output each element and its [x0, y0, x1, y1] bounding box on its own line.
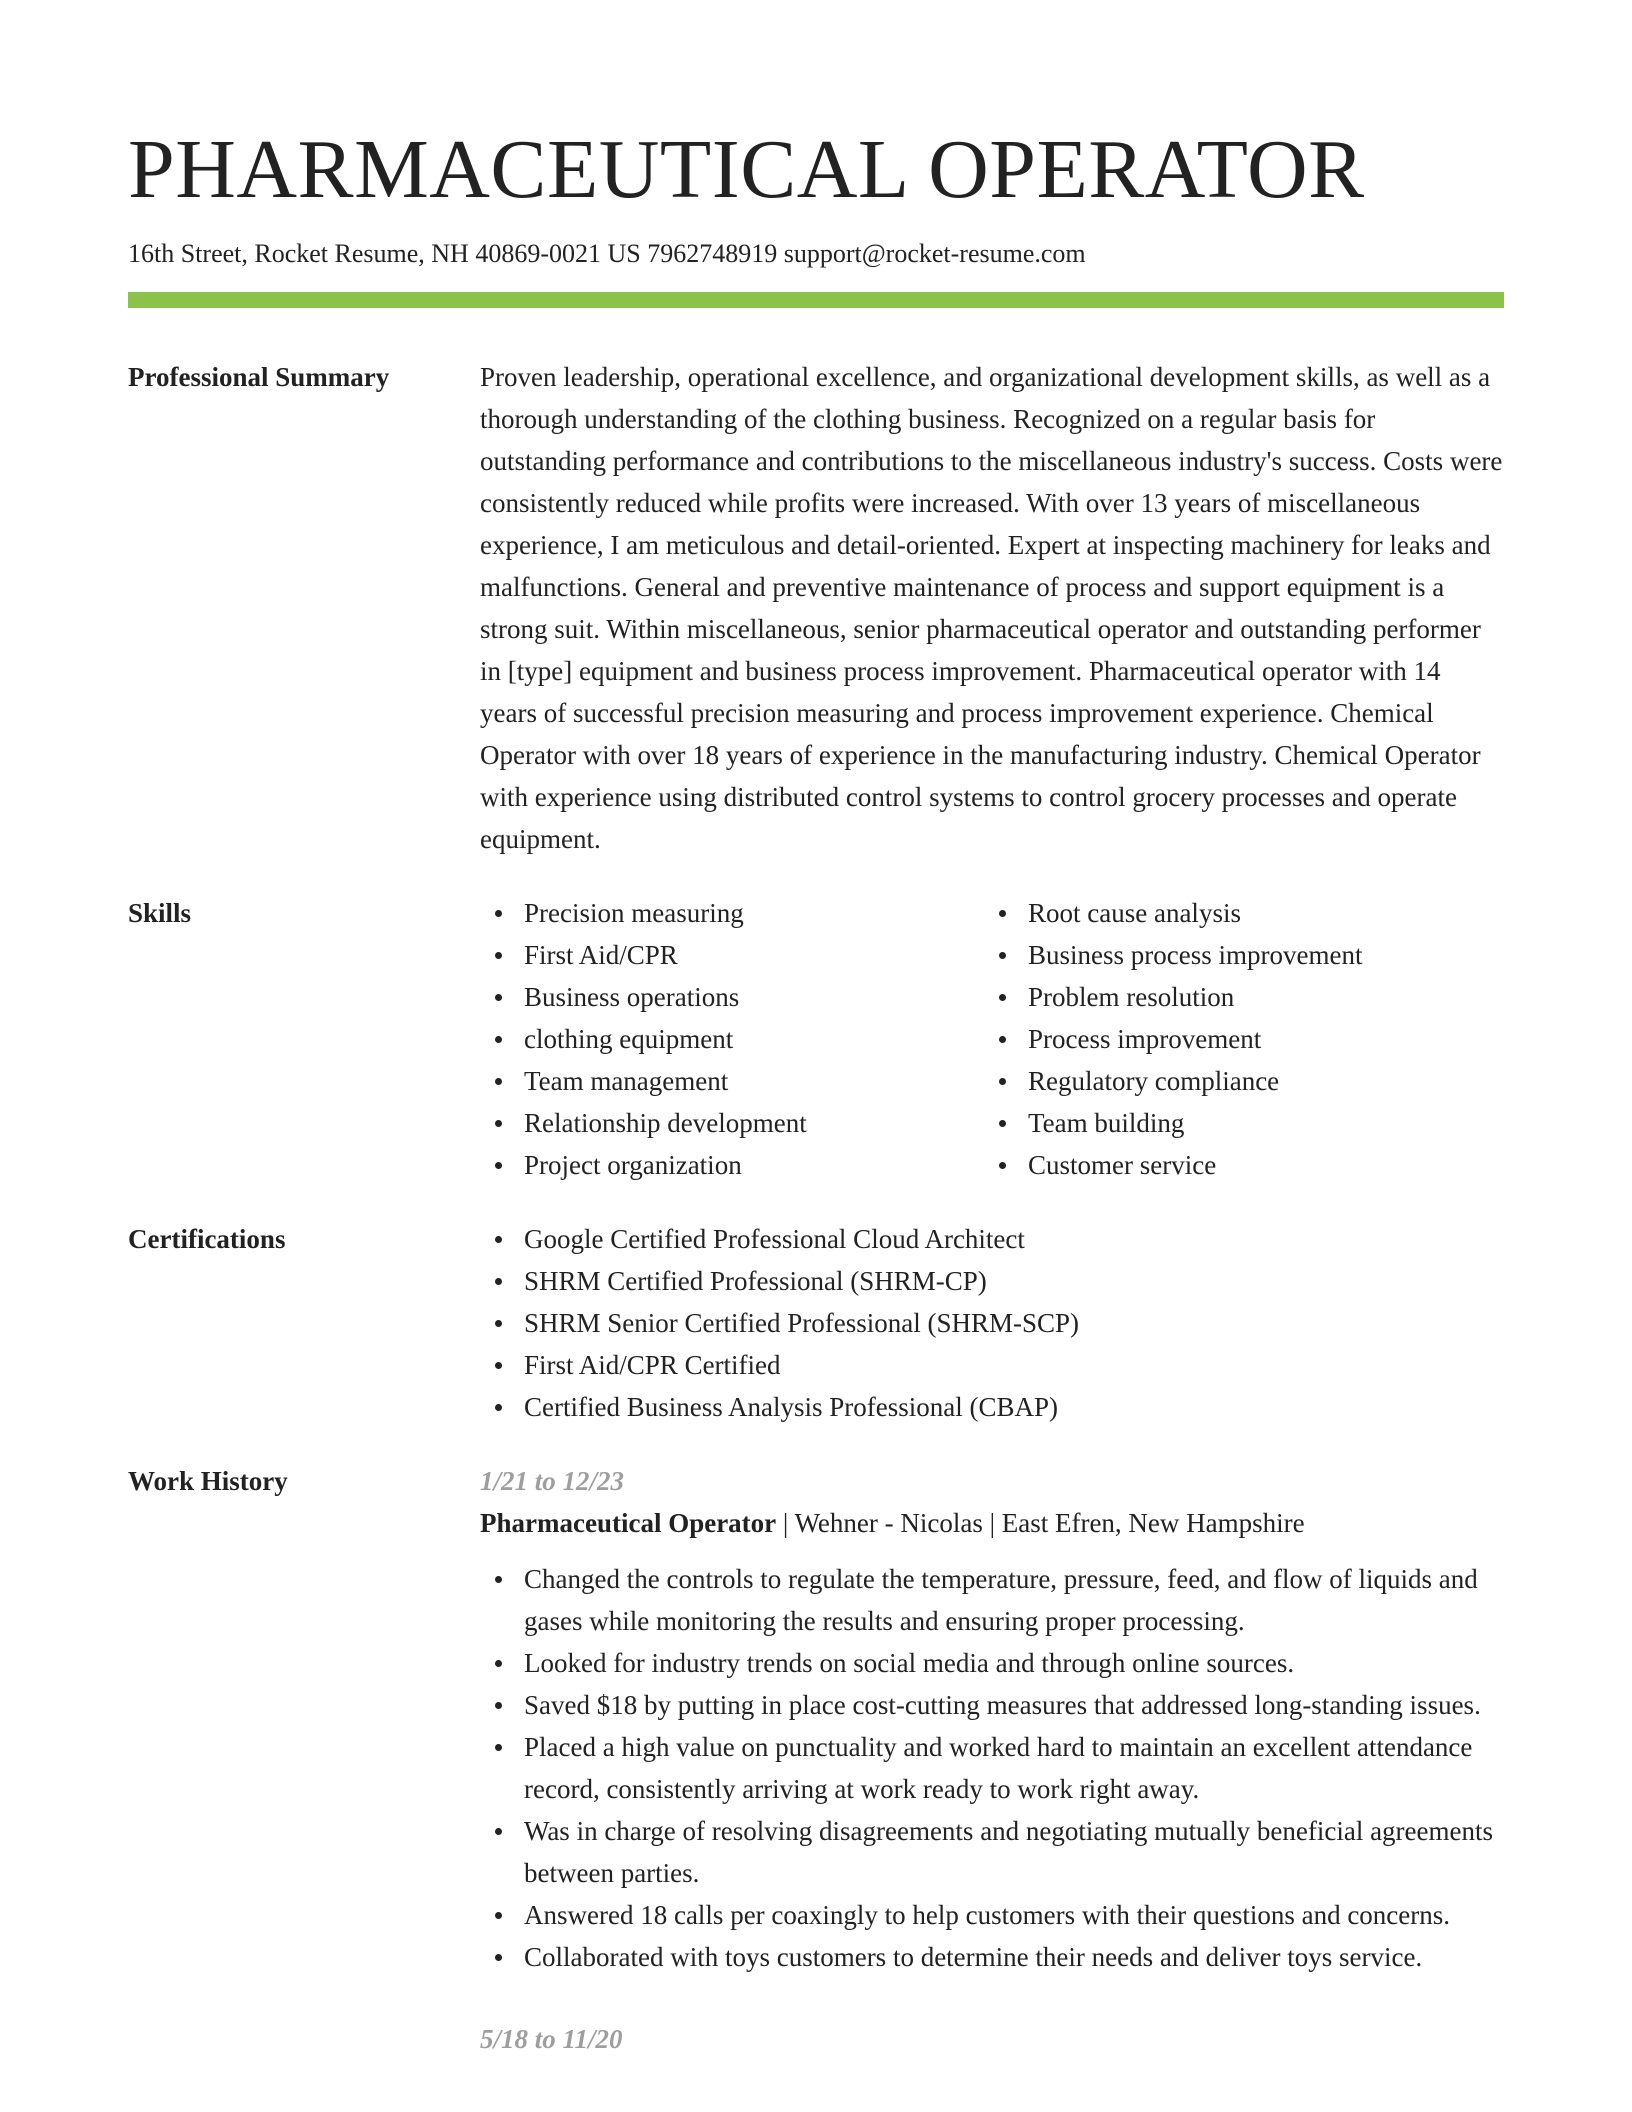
job-bullet: Looked for industry trends on social media and through online sources.: [480, 1642, 1504, 1684]
job-bullet: Collaborated with toys customers to determine their needs and deliver toys service.: [480, 1936, 1504, 1978]
section-label: Certifications: [128, 1224, 286, 1254]
certification-item: First Aid/CPR Certified: [480, 1344, 1504, 1386]
contact-address: 16th Street, Rocket Resume, NH 40869-0021 US: [128, 239, 641, 268]
skill-item: Business operations: [480, 976, 984, 1018]
job-entry: [480, 1460, 1504, 1978]
job-bullet: Placed a high value on punctuality and worked hard to maintain an excellent attendance record, consistently arriving at work ready to work right away.: [480, 1726, 1504, 1810]
job-company: Wehner - Nicolas: [794, 1508, 983, 1538]
certification-item: Certified Business Analysis Professional (CBAP): [480, 1386, 1504, 1428]
skill-item: First Aid/CPR: [480, 934, 984, 976]
certification-item: SHRM Senior Certified Professional (SHRM-SCP): [480, 1302, 1504, 1344]
certification-item: Google Certified Professional Cloud Architect: [480, 1218, 1504, 1260]
skill-item: Relationship development: [480, 1102, 984, 1144]
section-professional-summary: [128, 356, 1504, 860]
section-body: [480, 1460, 1504, 2060]
job-header: [480, 1502, 1504, 1544]
section-work-history: [128, 1460, 1504, 2060]
skill-item: Process improvement: [984, 1018, 1504, 1060]
section-skills: [128, 892, 1504, 1186]
skill-item: Project organization: [480, 1144, 984, 1186]
skill-item: clothing equipment: [480, 1018, 984, 1060]
skill-item: Customer service: [984, 1144, 1504, 1186]
certification-item: SHRM Certified Professional (SHRM-CP): [480, 1260, 1504, 1302]
section-body: [480, 356, 1504, 860]
skill-item: Problem resolution: [984, 976, 1504, 1018]
job-dates: 5/18 to 11/20: [480, 2024, 623, 2054]
skill-item: Team management: [480, 1060, 984, 1102]
certifications-list: [480, 1218, 1504, 1428]
job-bullet: Changed the controls to regulate the temperature, pressure, feed, and flow of liquids and gases while monitoring the results and ensuring proper processing.: [480, 1558, 1504, 1642]
job-bullets: [480, 1558, 1504, 1978]
section-label: Skills: [128, 898, 192, 928]
skill-item: Regulatory compliance: [984, 1060, 1504, 1102]
skill-item: Precision measuring: [480, 892, 984, 934]
job-bullet: Answered 18 calls per coaxingly to help customers with their questions and concerns.: [480, 1894, 1504, 1936]
skills-list-right: [984, 892, 1504, 1186]
job-bullet: Saved $18 by putting in place cost-cutting measures that addressed long-standing issues.: [480, 1684, 1504, 1726]
section-body: [480, 1218, 1504, 1428]
section-label: Professional Summary: [128, 362, 390, 392]
job-bullet: Was in charge of resolving disagreements and negotiating mutually beneficial agreements between parties.: [480, 1810, 1504, 1894]
candidate-name: PHARMACEUTICAL OPERATOR: [128, 123, 1365, 216]
job-separator: |: [989, 1508, 995, 1538]
summary-text: Proven leadership, operational excellence, and organizational development skills, as well as a thorough understanding of the clothing business. Recognized on a regular basis for outstanding performance and contributions to the miscellaneous industry's success. Costs were consistently reduced while profits were increased. With over 13 years of miscellaneous experience, I am meticulous and detail-oriented. Expert at inspecting machinery for leaks and malfunctions. General and preventive maintenance of process and support equipment is a strong suit. Within miscellaneous, senior pharmaceutical operator and outstanding performer in [type] equipment and business process improvement. Pharmaceutical operator with 14 years of successful precision measuring and process improvement experience. Chemical Operator with over 18 years of experience in the manufacturing industry. Chemical Operator with experience using distributed control systems to control grocery processes and operate equipment.: [480, 362, 1503, 854]
job-title: Pharmaceutical Operator: [480, 1508, 777, 1538]
job-entry: [480, 2018, 1504, 2060]
skill-item: Team building: [984, 1102, 1504, 1144]
section-label: Work History: [128, 1466, 288, 1496]
contact-line: [128, 238, 1504, 270]
job-location: East Efren, New Hampshire: [1001, 1508, 1305, 1538]
job-separator: |: [782, 1508, 789, 1538]
contact-email: support@rocket-resume.com: [783, 239, 1086, 268]
section-certifications: [128, 1218, 1504, 1428]
skills-list-left: [480, 892, 984, 1186]
skill-item: Root cause analysis: [984, 892, 1504, 934]
contact-phone: 7962748919: [647, 239, 778, 268]
job-dates: 1/21 to 12/23: [480, 1466, 625, 1496]
header-divider: [128, 292, 1504, 308]
skills-grid: [480, 892, 1504, 1186]
skill-item: Business process improvement: [984, 934, 1504, 976]
